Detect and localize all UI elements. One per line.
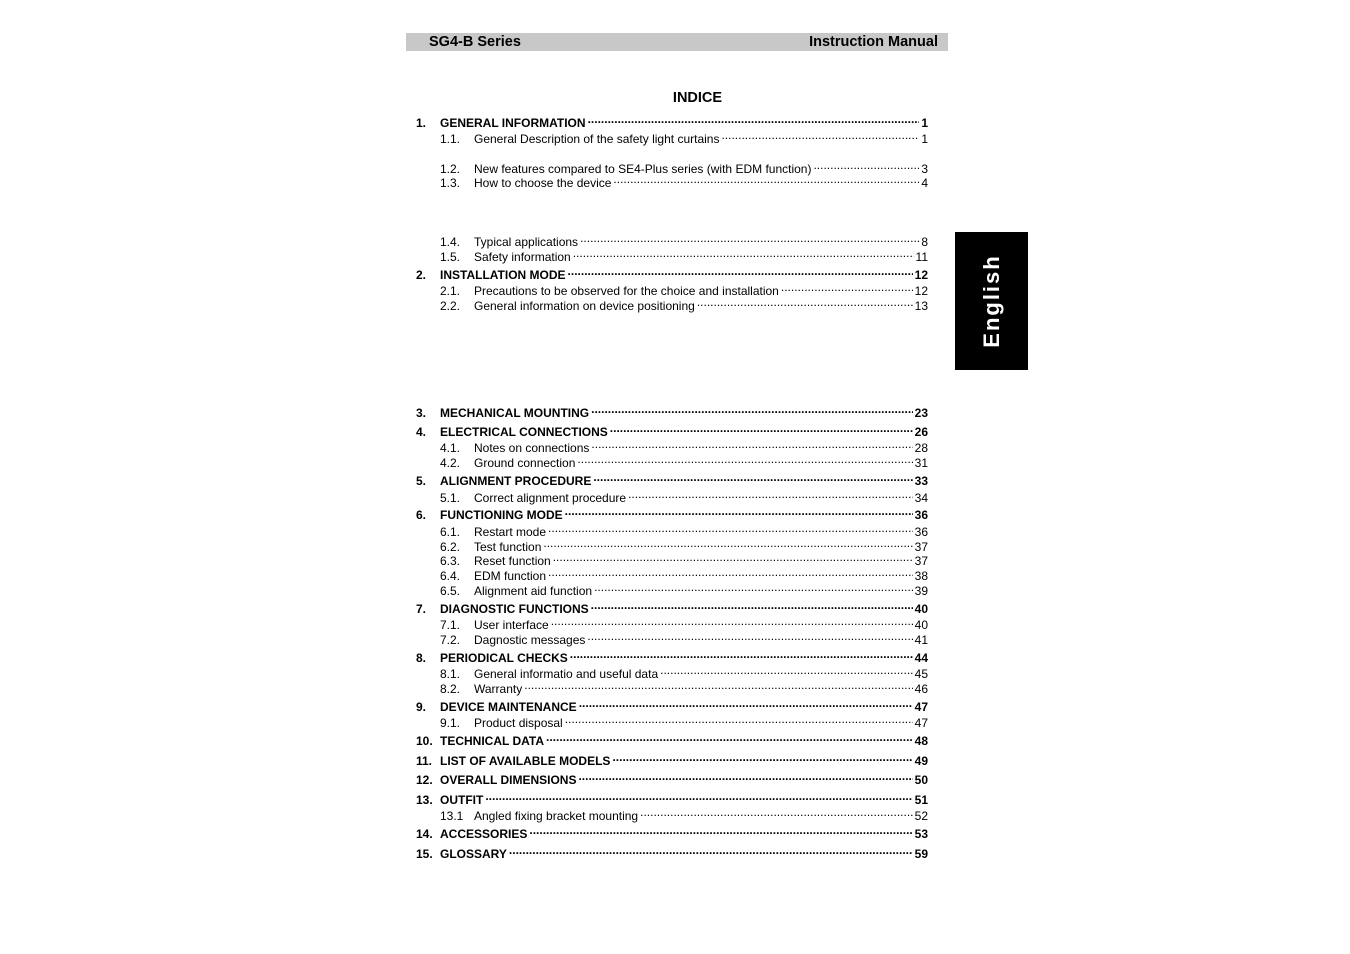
toc-leader-dots — [568, 264, 913, 279]
toc-leader-dots — [612, 750, 912, 765]
toc-entry[interactable] — [416, 696, 928, 714]
toc-entry[interactable] — [416, 647, 928, 665]
toc-entry[interactable] — [416, 295, 928, 313]
toc-entry-page: 28 — [914, 441, 928, 455]
toc-leader-dots — [660, 663, 913, 678]
toc-entry-number: 1. — [416, 116, 427, 130]
page-header — [406, 33, 948, 51]
language-tab — [955, 232, 1028, 370]
toc-entry-number: 6.2. — [440, 540, 461, 554]
toc-entry-number: 6. — [416, 508, 427, 522]
toc-entry-number: 4.1. — [440, 441, 461, 455]
toc-entry-title: General information on device positioning — [474, 299, 695, 313]
toc-leader-dots — [529, 823, 912, 838]
toc-entry-title: PERIODICAL CHECKS — [440, 651, 568, 665]
toc-entry-title: Dagnostic messages — [474, 633, 586, 647]
toc-entry-number: 2.1. — [440, 284, 461, 298]
toc-entry-number: 8.1. — [440, 667, 461, 681]
toc-entry-page: 45 — [914, 667, 928, 681]
toc-entry-number: 6.5. — [440, 584, 461, 598]
toc-leader-dots — [579, 696, 913, 711]
toc-entry[interactable] — [416, 112, 928, 130]
toc-entry-title: GLOSSARY — [440, 847, 507, 861]
toc-entry[interactable] — [416, 504, 928, 522]
toc-entry-page: 40 — [914, 618, 928, 632]
toc-entry-number: 3. — [416, 406, 427, 420]
toc-entry-page: 12 — [914, 284, 928, 298]
toc-entry-number: 2. — [416, 268, 427, 282]
toc-entry-title: Product disposal — [474, 716, 563, 730]
toc-entry-page: 33 — [914, 474, 928, 488]
toc-entry-page: 36 — [914, 508, 928, 522]
toc-entry-title: Warranty — [474, 682, 523, 696]
toc-entry-number: 5.1. — [440, 491, 461, 505]
toc-entry[interactable] — [416, 158, 928, 176]
toc-entry-title: How to choose the device — [474, 176, 612, 190]
toc-leader-dots — [565, 712, 913, 727]
toc-entry-title: Ground connection — [474, 456, 576, 470]
toc-entry[interactable] — [416, 128, 928, 146]
toc-entry[interactable] — [416, 712, 928, 730]
toc-entry[interactable] — [416, 172, 928, 190]
toc-entry-number: 4. — [416, 425, 427, 439]
toc-entry[interactable] — [416, 402, 928, 420]
toc-leader-dots — [613, 172, 919, 187]
toc-entry-title: TECHNICAL DATA — [440, 734, 544, 748]
toc-entry-number: 7. — [416, 602, 427, 616]
series-title: SG4-B Series — [429, 34, 521, 50]
toc-entry-title: ACCESSORIES — [440, 827, 528, 841]
toc-entry-page: 47 — [914, 716, 928, 730]
toc-entry[interactable] — [416, 730, 928, 748]
toc-entry-page: 46 — [914, 682, 928, 696]
toc-entry-number: 2.2. — [440, 299, 461, 313]
toc-entry-title: ALIGNMENT PROCEDURE — [440, 474, 592, 488]
toc-leader-dots — [813, 158, 919, 173]
toc-entry-title: OVERALL DIMENSIONS — [440, 773, 577, 787]
toc-entry-page: 52 — [914, 809, 928, 823]
toc-entry-page: 40 — [914, 602, 928, 616]
toc-entry[interactable] — [416, 805, 928, 823]
toc-entry[interactable] — [416, 789, 928, 807]
toc-entry[interactable] — [416, 521, 928, 539]
toc-leader-dots — [697, 295, 913, 310]
toc-entry[interactable] — [416, 231, 928, 249]
toc-leader-dots — [509, 843, 913, 858]
toc-entry-page: 49 — [914, 754, 928, 768]
toc-entry-title: Correct alignment procedure — [474, 491, 627, 505]
toc-entry-title: GENERAL INFORMATION — [440, 116, 586, 130]
toc-entry-title: ELECTRICAL CONNECTIONS — [440, 425, 608, 439]
toc-entry-number: 10. — [416, 734, 433, 748]
toc-leader-dots — [591, 598, 913, 613]
toc-entry-number: 7.1. — [440, 618, 461, 632]
toc-entry-number: 9. — [416, 700, 427, 714]
toc-entry-title: FUNCTIONING MODE — [440, 508, 563, 522]
toc-entry-page: 4 — [921, 176, 928, 190]
toc-entry-number: 8.2. — [440, 682, 461, 696]
toc-entry-title: General Description of the safety light curtains — [474, 132, 720, 146]
toc-leader-dots — [524, 678, 912, 693]
toc-entry[interactable] — [416, 550, 928, 568]
toc-leader-dots — [548, 565, 913, 580]
toc-entry-title: Precautions to be observed for the choice and installation — [474, 284, 779, 298]
toc-entry-title: Angled fixing bracket mounting — [474, 809, 639, 823]
toc-entry-title: New features compared to SE4-Plus series (with EDM function) — [474, 162, 812, 176]
toc-entry-page: 38 — [914, 569, 928, 583]
toc-entry-page: 36 — [914, 525, 928, 539]
toc-entry[interactable] — [416, 421, 928, 439]
toc-entry[interactable] — [416, 246, 928, 264]
toc-entry-page: 1 — [921, 116, 928, 130]
toc-entry-page: 50 — [914, 773, 928, 787]
toc-entry[interactable] — [416, 452, 928, 470]
toc-entry[interactable] — [416, 663, 928, 681]
toc-entry[interactable] — [416, 580, 928, 598]
toc-entry-number: 8. — [416, 651, 427, 665]
toc-leader-dots — [610, 421, 913, 436]
toc-entry-title: General informatio and useful data — [474, 667, 659, 681]
toc-entry[interactable] — [416, 536, 928, 554]
toc-entry-page: 13 — [914, 299, 928, 313]
toc-leader-dots — [640, 805, 913, 820]
toc-entry-title: INSTALLATION MODE — [440, 268, 566, 282]
toc-entry-number: 12. — [416, 773, 433, 787]
manual-title: Instruction Manual — [809, 34, 938, 50]
toc-leader-dots — [588, 112, 920, 127]
toc-entry-number: 13. — [416, 793, 433, 807]
toc-entry[interactable] — [416, 598, 928, 616]
toc-leader-dots — [781, 280, 913, 295]
toc-entry-page: 51 — [914, 793, 928, 807]
toc-entry-title: Restart mode — [474, 525, 547, 539]
toc-entry-number: 1.4. — [440, 235, 461, 249]
toc-entry-number: 7.2. — [440, 633, 461, 647]
toc-entry-title: DIAGNOSTIC FUNCTIONS — [440, 602, 589, 616]
toc-entry-number: 6.4. — [440, 569, 461, 583]
toc-entry-number: 6.1. — [440, 525, 461, 539]
toc-entry-page: 1 — [921, 132, 928, 146]
toc-entry[interactable] — [416, 843, 928, 861]
toc-entry-number: 4.2. — [440, 456, 461, 470]
toc-entry-number: 14. — [416, 827, 433, 841]
toc-entry-page: 47 — [914, 700, 928, 714]
toc-leader-dots — [593, 470, 912, 485]
toc-entry-title: Notes on connections — [474, 441, 590, 455]
toc-entry[interactable] — [416, 470, 928, 488]
toc-leader-dots — [628, 487, 913, 502]
toc-entry[interactable] — [416, 678, 928, 696]
toc-entry[interactable] — [416, 565, 928, 583]
toc-entry-number: 9.1. — [440, 716, 461, 730]
toc-entry-number: 13.1 — [440, 809, 464, 823]
toc-leader-dots — [553, 550, 913, 565]
toc-entry-title: Alignment aid function — [474, 584, 593, 598]
toc-heading: INDICE — [672, 90, 723, 106]
toc-entry-title: OUTFIT — [440, 793, 484, 807]
toc-leader-dots — [551, 614, 913, 629]
toc-leader-dots — [591, 402, 913, 417]
toc-entry-page: 37 — [914, 540, 928, 554]
toc-entry-number: 6.3. — [440, 554, 461, 568]
toc-entry-number: 15. — [416, 847, 433, 861]
toc-leader-dots — [578, 769, 912, 784]
toc-entry-title: Typical applications — [474, 235, 579, 249]
toc-leader-dots — [573, 246, 914, 261]
toc-entry[interactable] — [416, 769, 928, 787]
toc-entry-page: 34 — [914, 491, 928, 505]
toc-entry-number: 11. — [416, 754, 433, 768]
toc-leader-dots — [580, 231, 919, 246]
toc-entry[interactable] — [416, 823, 928, 841]
toc-entry-number: 1.3. — [440, 176, 461, 190]
toc-entry-title: Reset function — [474, 554, 551, 568]
toc-entry-title: MECHANICAL MOUNTING — [440, 406, 590, 420]
toc-leader-dots — [721, 128, 919, 143]
toc-leader-dots — [587, 629, 912, 644]
toc-leader-dots — [577, 452, 912, 467]
toc-leader-dots — [591, 437, 912, 452]
toc-entry-number: 1.1. — [440, 132, 461, 146]
language-tab-label: English — [978, 254, 1004, 348]
toc-entry[interactable] — [416, 614, 928, 632]
toc-entry[interactable] — [416, 629, 928, 647]
toc-entry-title: Test function — [474, 540, 542, 554]
toc-entry[interactable] — [416, 487, 928, 505]
toc-entry-page: 41 — [914, 633, 928, 647]
toc-entry-page: 23 — [914, 406, 928, 420]
toc-entry-title: EDM function — [474, 569, 547, 583]
toc-entry-title: LIST OF AVAILABLE MODELS — [440, 754, 611, 768]
toc-leader-dots — [565, 504, 913, 519]
toc-entry-page: 11 — [915, 250, 928, 264]
toc-entry-page: 44 — [914, 651, 928, 665]
toc-entry[interactable] — [416, 437, 928, 455]
toc-entry-title: DEVICE MAINTENANCE — [440, 700, 577, 714]
toc-entry[interactable] — [416, 280, 928, 298]
toc-leader-dots — [570, 647, 913, 662]
toc-leader-dots — [543, 536, 912, 551]
toc-entry-page: 26 — [914, 425, 928, 439]
toc-entry-page: 8 — [921, 235, 928, 249]
toc-entry-title: Safety information — [474, 250, 571, 264]
toc-entry-page: 31 — [914, 456, 928, 470]
toc-entry-page: 59 — [914, 847, 928, 861]
toc-entry-page: 39 — [914, 584, 928, 598]
toc-entry-number: 1.2. — [440, 162, 461, 176]
toc-leader-dots — [546, 730, 913, 745]
toc-leader-dots — [594, 580, 913, 595]
toc-entry-page: 37 — [914, 554, 928, 568]
toc-entry-number: 1.5. — [440, 250, 461, 264]
toc-entry-page: 53 — [914, 827, 928, 841]
toc-entry[interactable] — [416, 750, 928, 768]
toc-entry-page: 3 — [921, 162, 928, 176]
toc-entry[interactable] — [416, 264, 928, 282]
toc-entry-page: 12 — [914, 268, 928, 282]
toc-leader-dots — [548, 521, 913, 536]
toc-entry-title: User interface — [474, 618, 549, 632]
toc-entry-number: 5. — [416, 474, 427, 488]
toc-leader-dots — [485, 789, 912, 804]
toc-entry-page: 48 — [914, 734, 928, 748]
